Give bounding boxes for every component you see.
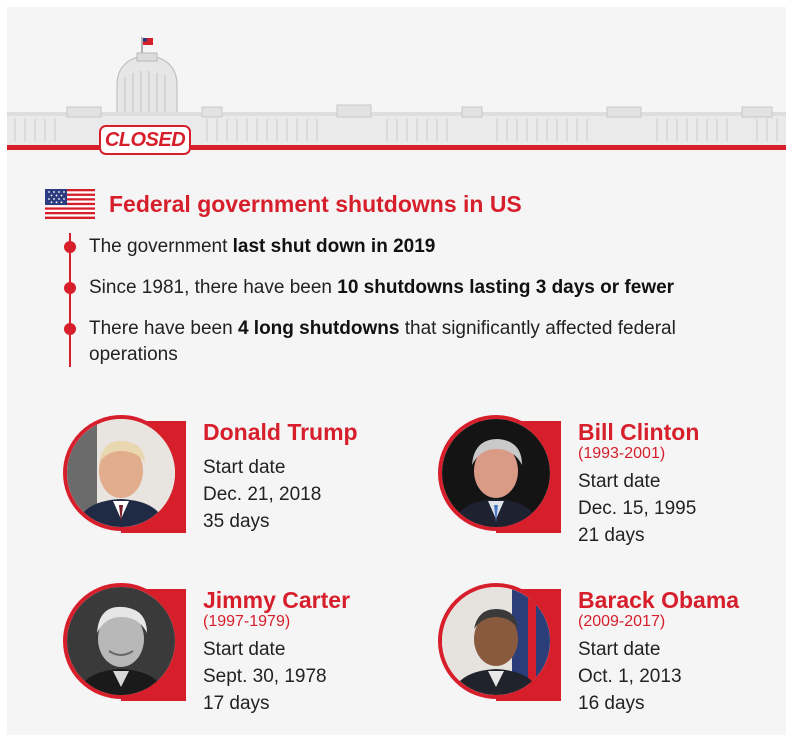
start-date: Dec. 15, 1995 — [578, 498, 697, 519]
fact-item — [89, 316, 709, 368]
fact-text: Since 1981, there have been — [89, 277, 338, 298]
portrait-carter — [63, 583, 179, 699]
fact-text: The government — [89, 236, 233, 257]
president-card-clinton — [438, 415, 758, 545]
start-date-label: Start date — [578, 639, 661, 660]
fact-highlight: 10 shutdowns lasting 3 days or fewer — [337, 277, 675, 298]
fact-item — [89, 234, 749, 260]
start-date-label: Start date — [578, 471, 661, 492]
fact-text: that significantly affected federal operations — [89, 318, 676, 365]
start-date: Sept. 30, 1978 — [203, 666, 327, 687]
page-title: Federal government shutdowns in US — [109, 190, 522, 217]
portrait-trump — [63, 415, 179, 531]
fact-highlight: 4 long shutdowns — [237, 318, 400, 339]
bullet-dot — [64, 282, 76, 294]
title-row — [45, 187, 522, 221]
president-name: Jimmy Carter — [203, 587, 351, 613]
president-card-trump — [63, 415, 383, 545]
bullet-dot — [64, 241, 76, 253]
portrait-clinton — [438, 415, 554, 531]
start-date-label: Start date — [203, 639, 286, 660]
shutdown-duration: 35 days — [203, 511, 270, 532]
president-term: (1997-1979) — [203, 613, 291, 630]
us-flag-icon — [45, 189, 95, 219]
president-name: Donald Trump — [203, 419, 358, 445]
fact-text: There have been — [89, 318, 238, 339]
shutdown-duration: 17 days — [203, 693, 270, 714]
timeline-line — [69, 233, 71, 367]
president-name: Barack Obama — [578, 587, 740, 613]
shutdown-duration: 21 days — [578, 525, 645, 546]
portrait-obama — [438, 583, 554, 699]
fact-item — [89, 275, 749, 301]
president-term: (2009-2017) — [578, 613, 666, 630]
fact-highlight: last shut down in 2019 — [232, 236, 436, 257]
start-date-label: Start date — [203, 457, 286, 478]
president-card-obama — [438, 583, 758, 713]
start-date: Dec. 21, 2018 — [203, 484, 322, 505]
president-card-carter — [63, 583, 383, 713]
president-name: Bill Clinton — [578, 419, 700, 445]
president-term: (1993-2001) — [578, 445, 666, 462]
start-date: Oct. 1, 2013 — [578, 666, 682, 687]
bullet-dot — [64, 323, 76, 335]
closed-sign: CLOSED — [99, 125, 191, 155]
shutdown-duration: 16 days — [578, 693, 645, 714]
infographic-card — [7, 7, 786, 735]
